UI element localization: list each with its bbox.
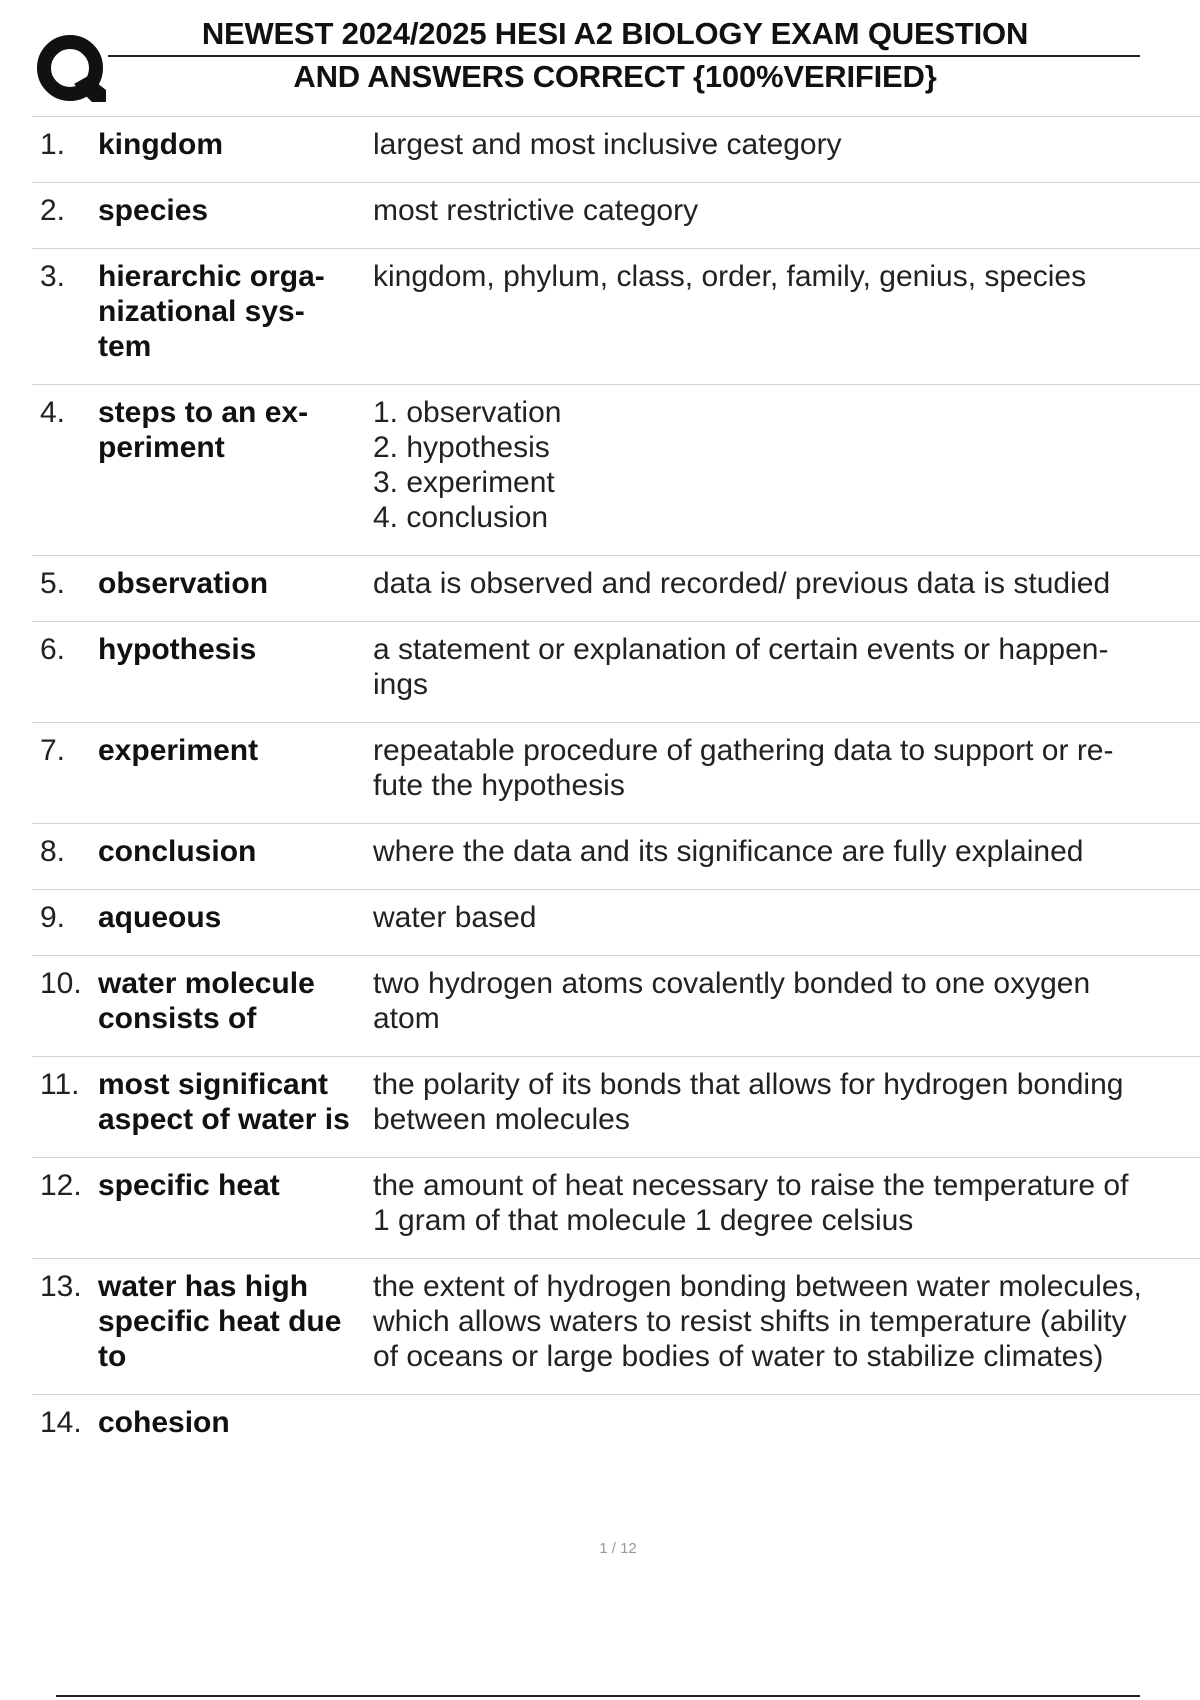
- row-number: 1.: [32, 117, 97, 183]
- term-cell: water molecule consists of: [97, 956, 373, 1057]
- row-number: 7.: [32, 723, 97, 824]
- table-row: [32, 723, 1200, 824]
- term-cell: experiment: [97, 723, 373, 824]
- row-number: 3.: [32, 249, 97, 385]
- table-row: [32, 385, 1200, 556]
- definition-cell: a statement or explanation of certain events or happen- ings: [373, 622, 1200, 723]
- term-cell: kingdom: [97, 117, 373, 183]
- row-number: 9.: [32, 890, 97, 956]
- definition-cell: repeatable procedure of gathering data to support or re- fute the hypothesis: [373, 723, 1200, 824]
- definition-cell: the polarity of its bonds that allows for hydrogen bonding between molecules: [373, 1057, 1200, 1158]
- term-cell: cohesion: [98, 1406, 230, 1439]
- title-underline: [108, 55, 1140, 57]
- definition-line: 2. hypothesis: [373, 431, 550, 464]
- document-title-line-2: AND ANSWERS CORRECT {100%VERIFIED}: [293, 59, 937, 94]
- page-header: [0, 0, 1200, 112]
- definition-cell: data is observed and recorded/ previous data is studied: [373, 556, 1200, 622]
- term-cell: species: [97, 183, 373, 249]
- term-cell: conclusion: [97, 824, 373, 890]
- definition-cell: water based: [373, 890, 1200, 956]
- row-number: 5.: [32, 556, 97, 622]
- table-row: [32, 824, 1200, 890]
- definition-cell: [373, 385, 1200, 556]
- term-cell: hypothesis: [97, 622, 373, 723]
- table-row: [32, 1158, 1200, 1259]
- term-cell: most significant aspect of water is: [97, 1057, 373, 1158]
- term-cell: hierarchic orga- nizational sys- tem: [97, 249, 373, 385]
- definition-cell: the amount of heat necessary to raise the temperature of 1 gram of that molecule 1 degree celsius: [373, 1158, 1200, 1259]
- definition-cell: the extent of hydrogen bonding between water molecules, which allows waters to resist shifts in temperature (ability of oceans or large bodies of water to stabilize climates): [373, 1259, 1200, 1395]
- document-title-line-1: NEWEST 2024/2025 HESI A2 BIOLOGY EXAM QUESTION: [201, 16, 1029, 51]
- row-number: 12.: [32, 1158, 97, 1259]
- table-row: [32, 183, 1200, 249]
- definition-cell: kingdom, phylum, class, order, family, genius, species: [373, 249, 1200, 385]
- term-cell: specific heat: [97, 1158, 373, 1259]
- flashcard-table: [32, 116, 1200, 1460]
- definition-cell: largest and most inclusive category: [373, 117, 1200, 183]
- term-cell: aqueous: [97, 890, 373, 956]
- definition-line: 4. conclusion: [373, 501, 549, 534]
- definition-line: 3. experiment: [373, 466, 555, 499]
- term-cell: observation: [97, 556, 373, 622]
- definition-cell: most restrictive category: [373, 183, 1200, 249]
- definition-cell: two hydrogen atoms covalently bonded to one oxygen atom: [373, 956, 1200, 1057]
- table-row: [32, 622, 1200, 723]
- table-row: [32, 890, 1200, 956]
- table-row: [32, 1057, 1200, 1158]
- definition-cell: where the data and its significance are fully explained: [373, 824, 1200, 890]
- page-indicator: 1 / 12: [599, 1540, 637, 1557]
- row-number: 4.: [32, 385, 97, 556]
- table-row: [32, 1259, 1200, 1395]
- row-number: 6.: [32, 622, 97, 723]
- definition-cell: [373, 1395, 1200, 1461]
- table-row: [32, 117, 1200, 183]
- table-row: [32, 956, 1200, 1057]
- table-row: [32, 1395, 1200, 1461]
- row-number: 13.: [32, 1259, 97, 1395]
- row-number: 11.: [32, 1057, 97, 1158]
- term-cell: steps to an ex- periment: [97, 385, 373, 556]
- table-row: [32, 249, 1200, 385]
- term-cell: water has high specific heat due to: [97, 1259, 373, 1395]
- footer-divider: [56, 1695, 1140, 1697]
- row-number: 8.: [32, 824, 97, 890]
- table-row: [32, 556, 1200, 622]
- row-number: 14.: [40, 1406, 82, 1439]
- definition-line: 1. observation: [373, 396, 562, 429]
- row-number: 2.: [32, 183, 97, 249]
- row-number: 10.: [32, 956, 97, 1057]
